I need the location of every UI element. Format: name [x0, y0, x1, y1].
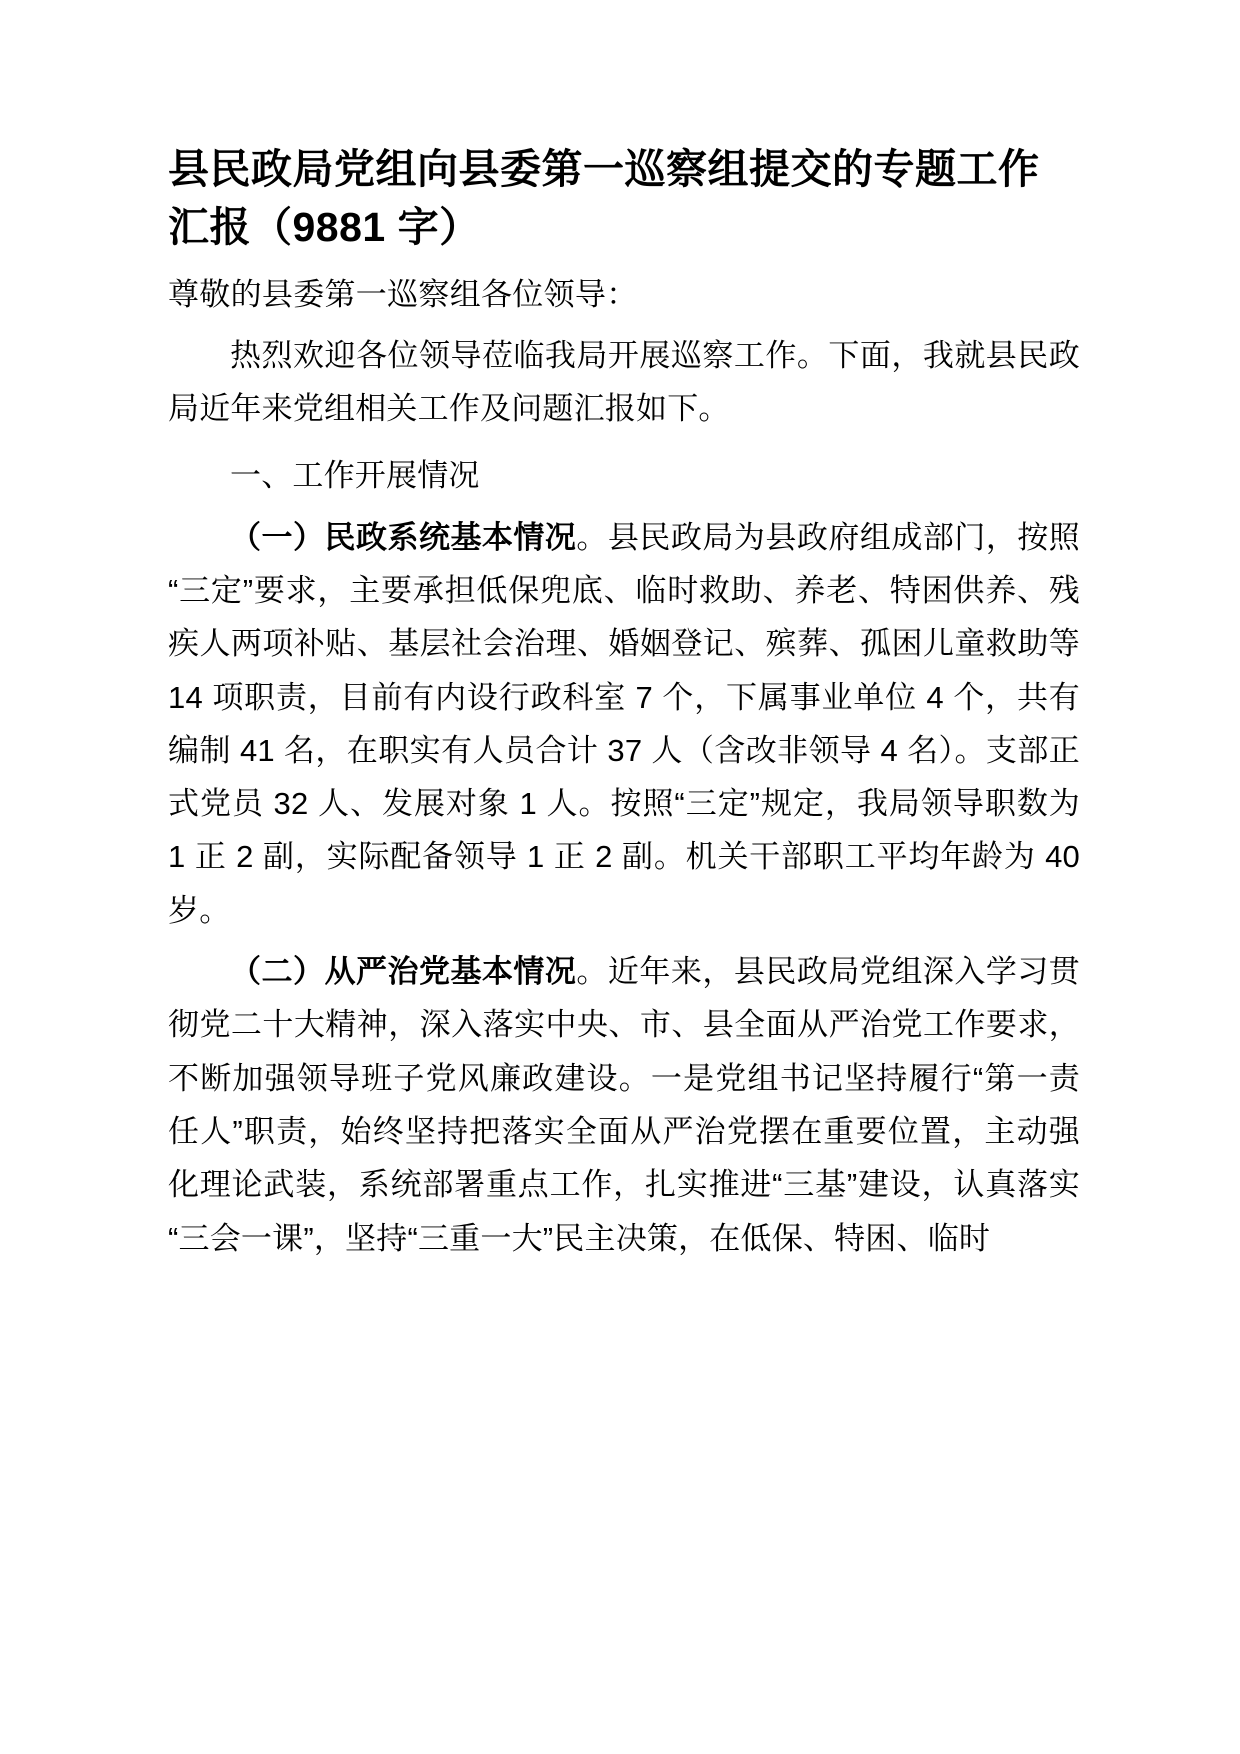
- paragraph-item-two: [168, 945, 1080, 1265]
- item-two-body: 。近年来，县民政局党组深入学习贯彻党二十大精神，深入落实中央、市、县全面从严治党工作要求，不断加强领导班子党风廉政建设。一是党组书记坚持履行“第一责任人”职责，始终坚持把落实全面从严治党摆在重要位置，主动强化理论武装，系统部署重点工作，扎实推进“三基”建设，认真落实“三会一课”，坚持“三重一大”民主决策，在低保、特困、临时: [168, 954, 1081, 1256]
- paragraph-welcome: 热烈欢迎各位领导莅临我局开展巡察工作。下面，我就县民政局近年来党组相关工作及问题汇报如下。: [168, 337, 1080, 426]
- paragraph-item-one: [168, 511, 1080, 938]
- item-one-lead: （一）民政系统基本情况: [230, 519, 577, 555]
- salutation-line: 尊敬的县委第一巡察组各位领导：: [168, 277, 638, 313]
- page-title: 县民政局党组向县委第一巡察组提交的专题工作汇报（9881 字）: [168, 146, 1040, 251]
- item-one-body: 。县民政局为县政府组成部门，按照“三定”要求，主要承担低保兜底、临时救助、养老、特困供养、残疾人两项补贴、基层社会治理、婚姻登记、殡葬、孤困儿童救助等 14 项职责，目前有内设行政科室 7 个，下属事业单位 4 个，共有编制 41 名，在职实有人员合计 37 人（含改非领导 4 名）。支部正式党员 32 人、发展对象 1 人。按照“三定”规定，我局领导职数为 1 正 2 副，实际配备领导 1 正 2 副。机关干部职工平均年龄为 40 岁。: [168, 519, 1081, 928]
- item-two-lead: （二）从严治党基本情况: [230, 954, 577, 990]
- section-heading-one: 一、工作开展情况: [230, 458, 480, 494]
